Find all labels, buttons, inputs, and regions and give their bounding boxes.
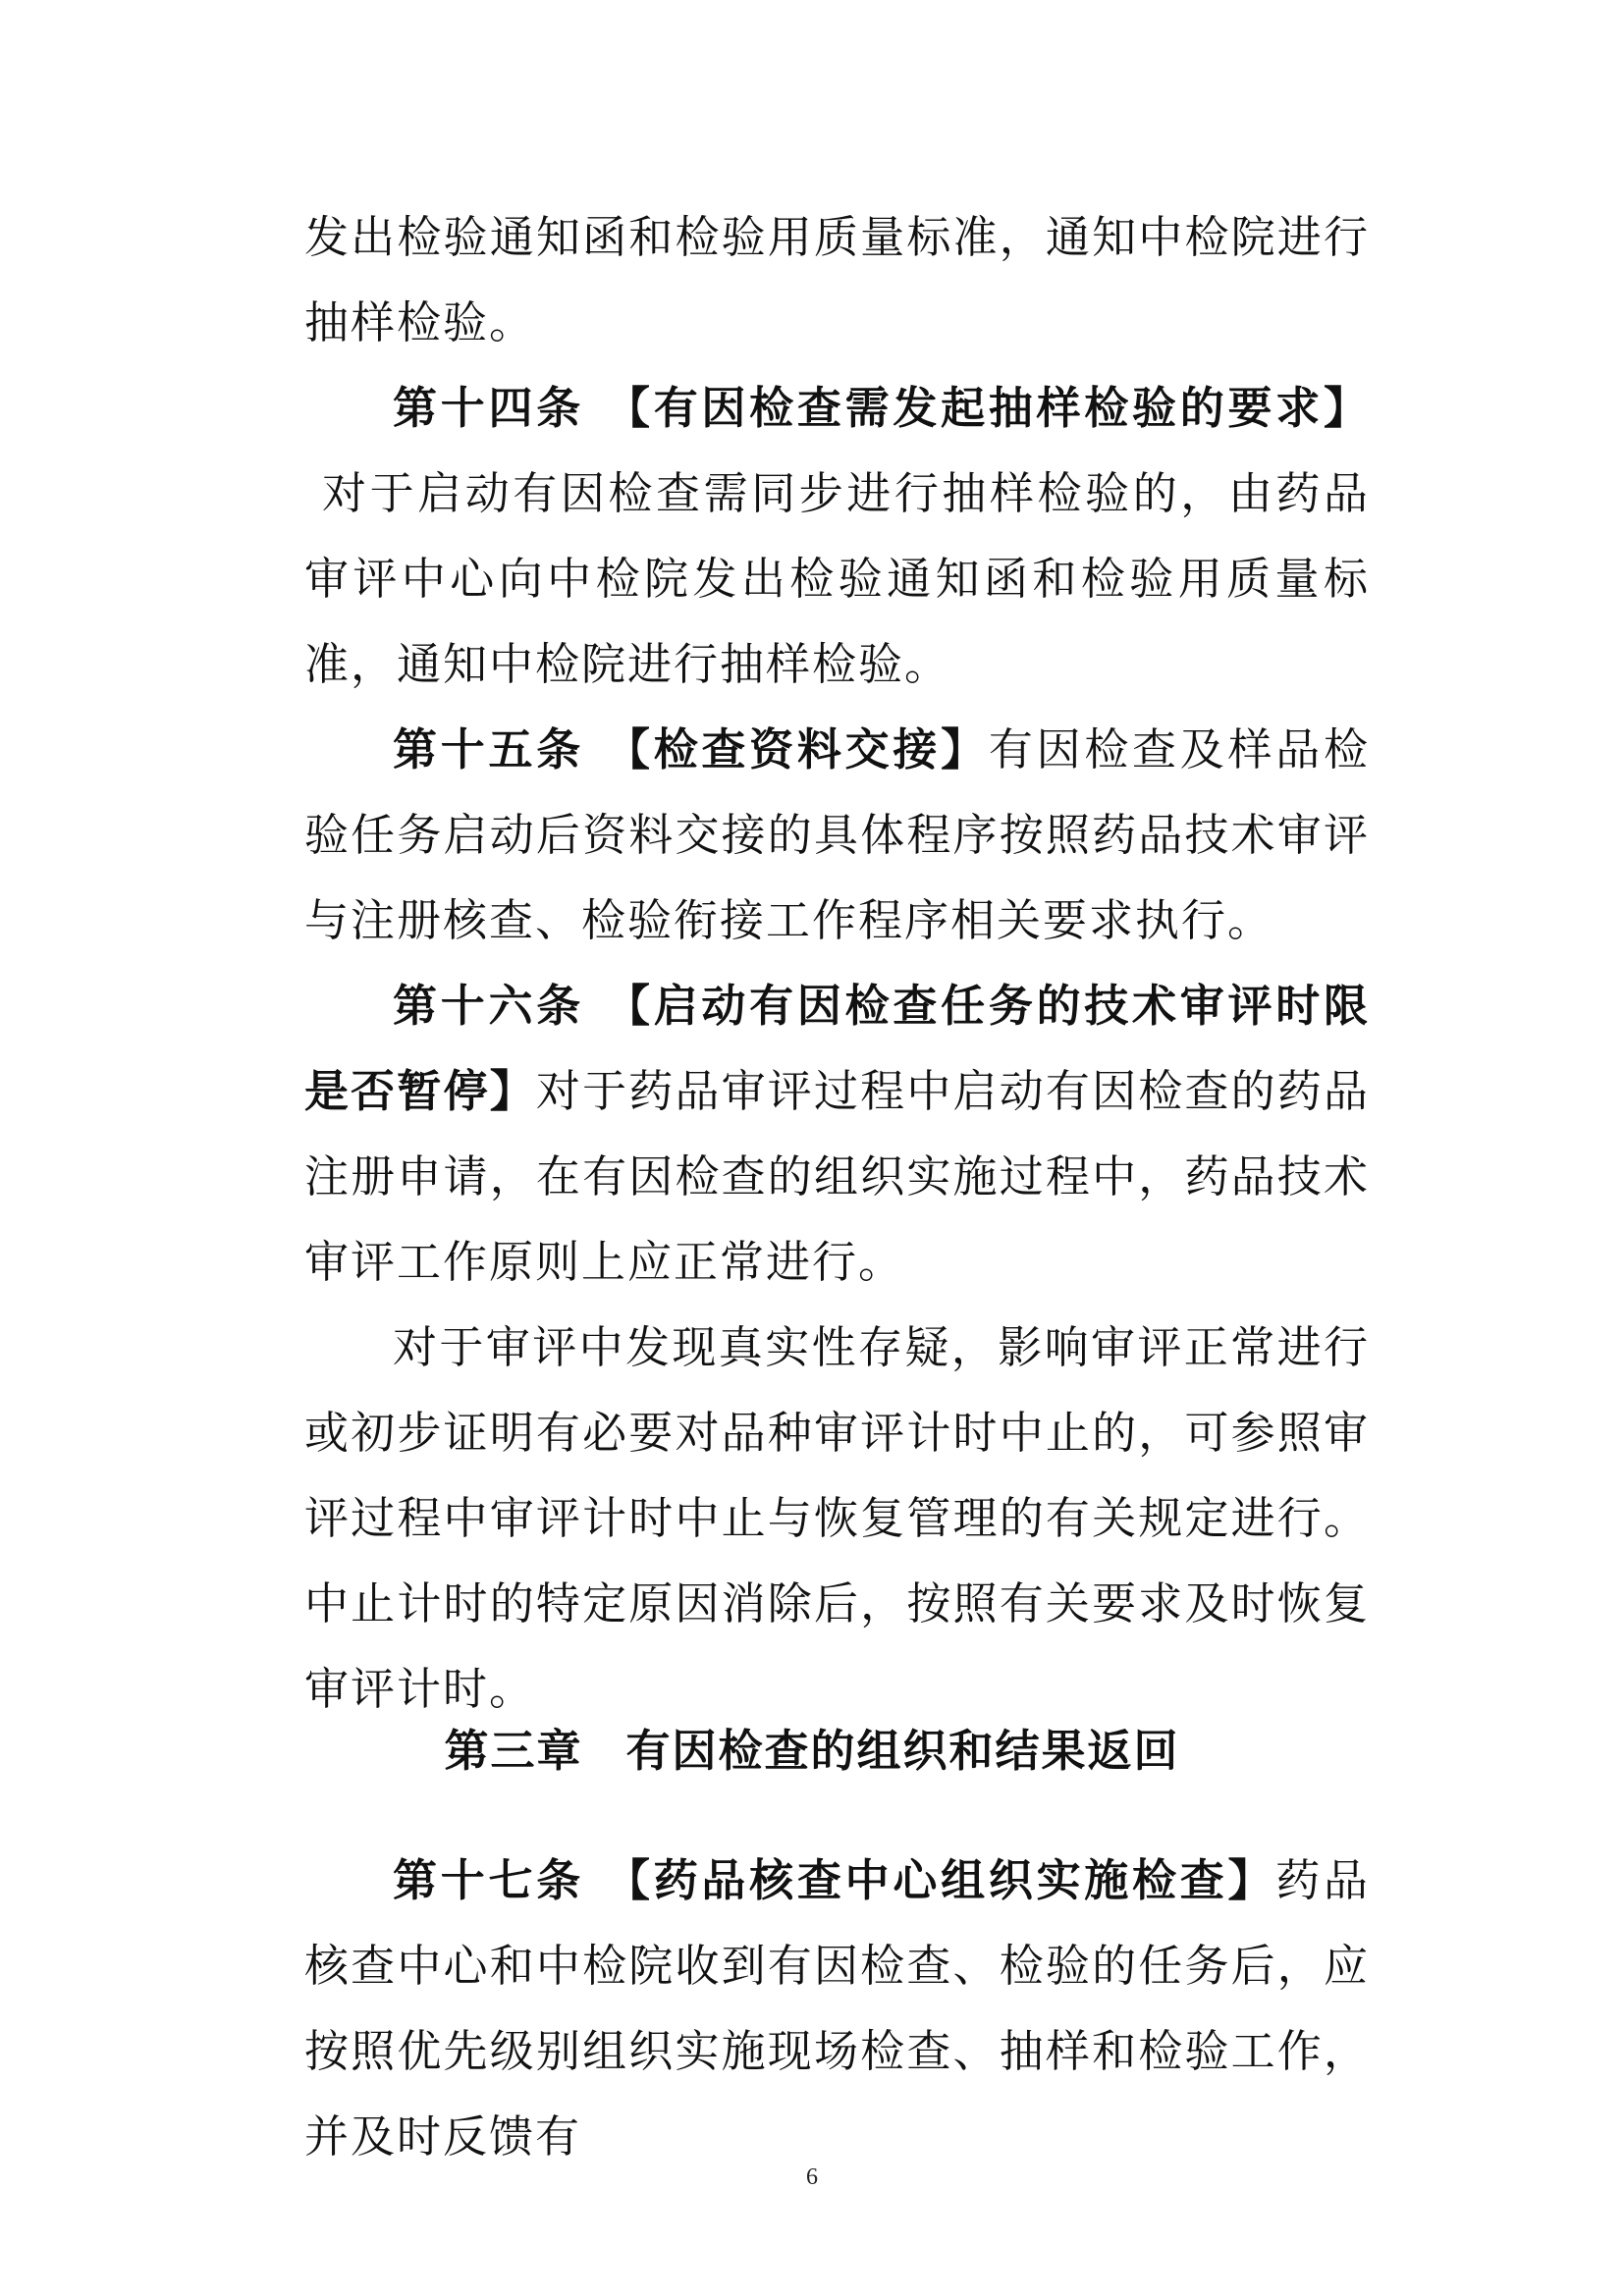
page-number: 6	[806, 2164, 818, 2190]
article-14	[304, 365, 1370, 707]
chapter-heading	[0, 1712, 1624, 1790]
article-number: 第十七条	[393, 1854, 584, 1906]
continued-paragraph: 发出检验通知函和检验用质量标准，通知中检院进行抽样检验。	[304, 211, 1370, 348]
article-number: 第十五条	[393, 723, 584, 775]
article-16	[304, 963, 1370, 1305]
chapter-title: 有因检查的组织和结果返回	[625, 1725, 1180, 1777]
article-title: 【启动有因检查任务的技术审评时限是否暂停】	[304, 980, 1370, 1117]
article-body: 对于启动有因检查需同步进行抽样检验的，由药品审评中心向中检院发出检验通知函和检验用质量标准，通知中检院进行抽样检验。	[304, 467, 1370, 690]
paragraph: 对于审评中发现真实性存疑，影响审评正常进行或初步证明有必要对品种审评计时中止的，可参照审评过程中审评计时中止与恢复管理的有关规定进行。中止计时的特定原因消除后，按照有关要求及时恢复审评计时。	[304, 1321, 1370, 1715]
article-17	[304, 1838, 1370, 2179]
article-body: 对于药品审评过程中启动有因检查的药品注册申请，在有因检查的组织实施过程中，药品技术审评工作原则上应正常进行。	[304, 1065, 1370, 1288]
article-body: 有因检查及样品检验任务启动后资料交接的具体程序按照药品技术审评与注册核查、检验衔接工作程序相关要求执行。	[304, 723, 1370, 946]
article-number: 第十六条	[393, 980, 584, 1032]
article-number: 第十四条	[393, 382, 584, 434]
article-title: 【有因检查需发起抽样检验的要求】	[605, 382, 1370, 434]
article-15	[304, 707, 1370, 963]
chapter-number: 第三章	[444, 1725, 583, 1777]
body-text-upper	[304, 194, 1370, 1732]
body-text-lower	[304, 1838, 1370, 2179]
article-body: 药品核查中心和中检院收到有因检查、检验的任务后，应按照优先级别组织实施现场检查、抽样和检验工作，并及时反馈有	[304, 1854, 1370, 2163]
article-title: 【药品核查中心组织实施检查】	[605, 1854, 1276, 1906]
article-title: 【检查资料交接】	[605, 723, 989, 775]
